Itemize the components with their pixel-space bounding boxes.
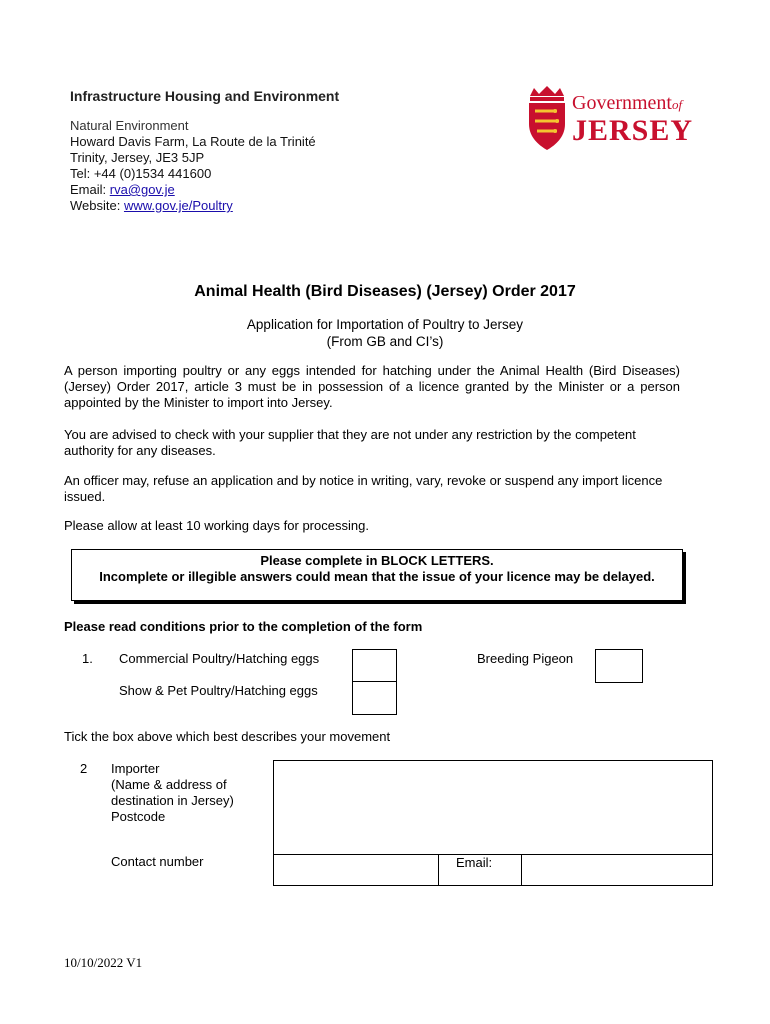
address-block bbox=[70, 118, 316, 214]
section-2-number: 2 bbox=[80, 761, 88, 776]
conditions-heading: Please read conditions prior to the completion of the form bbox=[64, 619, 423, 634]
logo-wordmark bbox=[572, 92, 693, 146]
notice-line: Please complete in BLOCK LETTERS. bbox=[260, 553, 494, 568]
intro-paragraph: A person importing poultry or any eggs intended for hatching under the Animal Health (Bird Diseases) (Jersey) Order 2017, article 3 must be in possession of a licence granted by the Minister or a person appointed by the Minister to import into Jersey. bbox=[64, 363, 680, 410]
contact-number-field[interactable] bbox=[273, 854, 439, 886]
refusal-paragraph: An officer may, refuse an application and by notice in writing, vary, revoke or suspend any import licence issued. bbox=[64, 473, 663, 504]
advice-paragraph: You are advised to check with your supplier that they are not under any restriction by the competent authority for any diseases. bbox=[64, 427, 636, 458]
email-label: Email: bbox=[70, 182, 110, 197]
show-pet-poultry-checkbox[interactable] bbox=[352, 681, 397, 715]
importer-label bbox=[111, 761, 234, 825]
subtitle-line: (From GB and CI’s) bbox=[326, 334, 444, 349]
logo-of: of bbox=[671, 97, 683, 112]
subtitle-line: Application for Importation of Poultry to Jersey bbox=[246, 317, 524, 332]
tick-instruction: Tick the box above which best describes your movement bbox=[64, 729, 391, 744]
processing-paragraph: Please allow at least 10 working days for processing. bbox=[64, 518, 369, 533]
email-link[interactable]: rva@gov.je bbox=[109, 182, 175, 197]
breeding-pigeon-label: Breeding Pigeon bbox=[477, 651, 574, 666]
address-line: Howard Davis Farm, La Route de la Trinité bbox=[70, 134, 316, 149]
version-footer: 10/10/2022 V1 bbox=[64, 955, 143, 970]
importer-label-line: Importer bbox=[111, 761, 160, 776]
email-line bbox=[70, 182, 316, 198]
show-pet-poultry-label: Show & Pet Poultry/Hatching eggs bbox=[119, 683, 318, 698]
importer-label-line: Postcode bbox=[111, 809, 166, 824]
logo-jersey: JERSEY bbox=[572, 114, 694, 147]
email-field-label: Email: bbox=[456, 855, 493, 870]
website-link[interactable]: www.gov.je/Poultry bbox=[123, 198, 233, 213]
block-letters-notice bbox=[71, 549, 683, 601]
importer-form-grid bbox=[273, 760, 713, 886]
commercial-poultry-checkbox[interactable] bbox=[352, 649, 397, 683]
address-line: Natural Environment bbox=[70, 118, 189, 133]
contact-number-label: Contact number bbox=[111, 854, 204, 869]
phone-line: Tel: +44 (0)1534 441600 bbox=[70, 166, 212, 181]
address-line: Trinity, Jersey, JE3 5JP bbox=[70, 150, 205, 165]
page-title: Animal Health (Bird Diseases) (Jersey) Order 2017 bbox=[194, 283, 576, 300]
email-field[interactable] bbox=[521, 854, 713, 886]
importer-address-field[interactable] bbox=[273, 760, 713, 855]
commercial-poultry-label: Commercial Poultry/Hatching eggs bbox=[119, 651, 320, 666]
jersey-crest-icon bbox=[524, 86, 570, 152]
logo-government: Government bbox=[572, 92, 672, 114]
breeding-pigeon-checkbox[interactable] bbox=[595, 649, 643, 683]
email-label-cell bbox=[438, 854, 522, 886]
department-heading: Infrastructure Housing and Environment bbox=[70, 88, 340, 104]
section-1-number: 1. bbox=[82, 651, 93, 666]
importer-label-line: (Name & address of bbox=[111, 777, 227, 792]
notice-line: Incomplete or illegible answers could mean that the issue of your licence may be delayed. bbox=[99, 569, 655, 584]
website-label: Website: bbox=[70, 198, 124, 213]
importer-label-line: destination in Jersey) bbox=[111, 793, 234, 808]
subtitle bbox=[0, 316, 770, 350]
website-line bbox=[70, 198, 316, 214]
